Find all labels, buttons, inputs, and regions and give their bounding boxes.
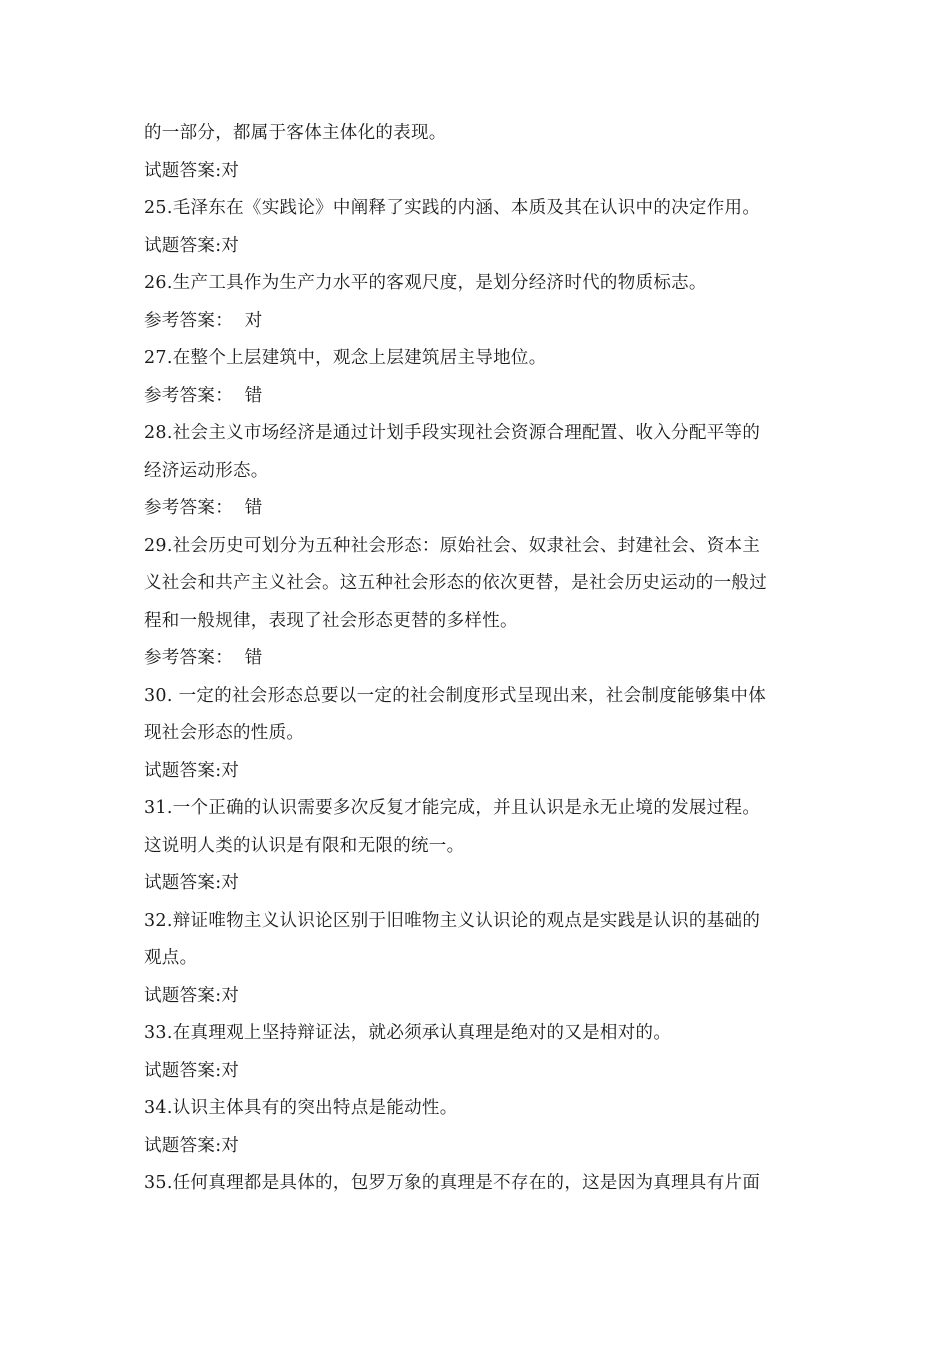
answer-line: 参考答案： 错 [144, 648, 263, 668]
document-text-body [144, 115, 812, 1203]
question-30: 30. 一定的社会形态总要以一定的社会制度形式呈现出来，社会制度能够集中体 [144, 685, 766, 706]
question-34: 34.认识主体具有的突出特点是能动性。 [144, 1098, 458, 1118]
text-line-continuation: 的一部分，都属于客体主体化的表现。 [144, 123, 447, 143]
question-31: 31.一个正确的认识需要多次反复才能完成，并且认识是永无止境的发展过程。 [144, 798, 761, 818]
answer-line: 试题答案:对 [144, 985, 240, 1006]
question-27: 27.在整个上层建筑中，观念上层建筑居主导地位。 [144, 348, 547, 368]
question-25: 25.毛泽东在《实践论》中阐释了实践的内涵、本质及其在认识中的决定作用。 [144, 198, 761, 218]
question-28-continuation: 经济运动形态。 [144, 460, 269, 481]
question-32: 32.辩证唯物主义认识论区别于旧唯物主义认识论的观点是实践是认识的基础的 [144, 910, 761, 931]
answer-line: 试题答案:对 [144, 160, 240, 181]
question-29: 29.社会历史可划分为五种社会形态：原始社会、奴隶社会、封建社会、资本主 [144, 535, 761, 556]
question-33: 33.在真理观上坚持辩证法，就必须承认真理是绝对的又是相对的。 [144, 1023, 672, 1043]
question-29-continuation: 义社会和共产主义社会。这五种社会形态的依次更替，是社会历史运动的一般过 [144, 573, 767, 593]
answer-line: 试题答案:对 [144, 873, 240, 893]
question-29-continuation: 程和一般规律，表现了社会形态更替的多样性。 [144, 610, 518, 631]
answer-line: 参考答案： 错 [144, 498, 263, 518]
question-35: 35.任何真理都是具体的，包罗万象的真理是不存在的，这是因为真理具有片面 [144, 1173, 761, 1193]
question-26: 26.生产工具作为生产力水平的客观尺度，是划分经济时代的物质标志。 [144, 273, 707, 293]
question-30-continuation: 现社会形态的性质。 [144, 723, 305, 743]
answer-line: 参考答案： 错 [144, 385, 263, 406]
answer-line: 参考答案： 对 [144, 310, 263, 331]
question-31-continuation: 这说明人类的认识是有限和无限的统一。 [144, 835, 465, 856]
question-28: 28.社会主义市场经济是通过计划手段实现社会资源合理配置、收入分配平等的 [144, 423, 761, 443]
question-32-continuation: 观点。 [144, 948, 198, 968]
answer-line: 试题答案:对 [144, 760, 240, 781]
answer-line: 试题答案:对 [144, 1060, 240, 1081]
answer-line: 试题答案:对 [144, 1135, 240, 1156]
answer-line: 试题答案:对 [144, 235, 240, 256]
